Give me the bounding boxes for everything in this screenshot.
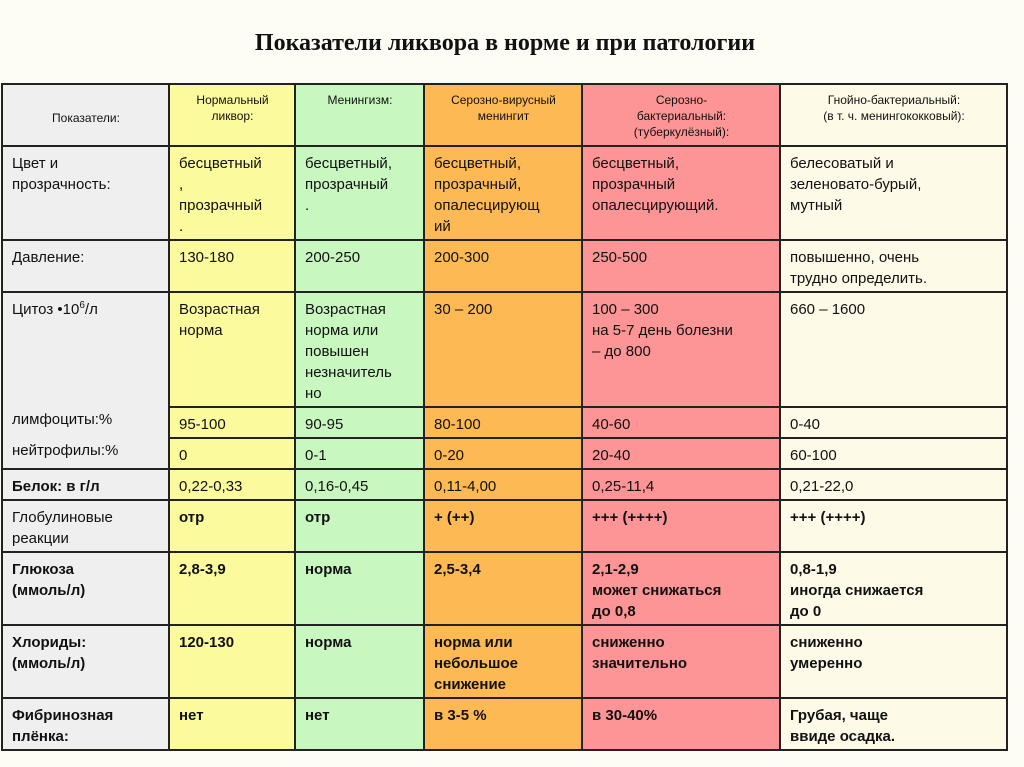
cell-tb: 20-40 [582, 438, 780, 469]
cell-purulent [780, 698, 1007, 750]
cell-meningism: 200-250 [295, 240, 424, 292]
cell-normal: 130-180 [169, 240, 295, 292]
table-row [2, 698, 1007, 750]
cell-line: бесцветный, [305, 155, 392, 172]
cell-line: незначитель [305, 364, 392, 381]
cell-tb [582, 625, 780, 698]
cell-line: Фибринозная [12, 707, 114, 724]
row-label-pressure: Давление: [2, 240, 169, 292]
cell-line: 0,8-1,9 [790, 561, 837, 578]
cell-line: на 5-7 день болезни [592, 322, 733, 339]
table-row [2, 625, 1007, 698]
cell-normal [169, 292, 295, 407]
cell-tb [582, 292, 780, 407]
row-label-protein: Белок: в г/л [2, 469, 169, 500]
page-title: Показатели ликвора в норме и при патологии [254, 30, 756, 56]
cell-purulent: 0,21-22,0 [780, 469, 1007, 500]
cell-line: (в т. ч. менингококковый): [823, 109, 965, 123]
table-row [2, 292, 1007, 407]
table-row [2, 146, 1007, 240]
cell-normal: 0,22-0,33 [169, 469, 295, 500]
cell-line: Нормальный [196, 93, 269, 107]
cell-line: опалесцирующий. [592, 197, 719, 214]
cell-purulent: 60-100 [780, 438, 1007, 469]
cell-viral: 200-300 [424, 240, 582, 292]
cell-line: норма или [305, 322, 379, 339]
row-label-color [2, 146, 169, 240]
cell-normal: 2,8-3,9 [169, 552, 295, 625]
cell-line: повышен [305, 343, 369, 360]
cell-line: бесцветный, [592, 155, 679, 172]
cell-meningism: норма [295, 552, 424, 625]
cell-viral: в 3-5 % [424, 698, 582, 750]
csf-table [1, 83, 1008, 751]
cell-line: . [305, 197, 310, 214]
cell-line: 100 – 300 [592, 301, 659, 318]
cell-line: Грубая, чаще [790, 707, 888, 724]
cell-meningism: 0,16-0,45 [295, 469, 424, 500]
cell-viral [424, 625, 582, 698]
row-label-fibrin [2, 698, 169, 750]
cell-line: опалесцирующ [434, 197, 540, 214]
cell-line: небольшое [434, 655, 519, 672]
cell-meningism: 90-95 [295, 407, 424, 438]
cell-line: норма [179, 322, 223, 339]
cell-line: ввиде осадка. [790, 728, 896, 745]
cell-purulent [780, 625, 1007, 698]
cell-line: значительно [592, 655, 688, 672]
cell-line: ликвор: [211, 109, 254, 123]
cell-line: Менингизм: [327, 93, 393, 107]
cell-line: сниженно [790, 634, 863, 651]
cell-normal: нет [169, 698, 295, 750]
cell-line: реакции [12, 530, 69, 547]
cell-purulent [780, 552, 1007, 625]
cell-line: норма или [434, 634, 513, 651]
cell-line: до 0 [790, 603, 822, 620]
cell-line: до 0,8 [592, 603, 636, 620]
header-normal [169, 84, 295, 146]
cell-line: менингит [477, 109, 530, 123]
cell-normal [169, 146, 295, 240]
cell-tb [582, 552, 780, 625]
row-label-chlorides [2, 625, 169, 698]
cell-tb: 40-60 [582, 407, 780, 438]
header-viral [424, 84, 582, 146]
cell-line: – до 800 [592, 343, 651, 360]
cell-line: (ммоль/л) [12, 655, 86, 672]
cell-line: 2,1-2,9 [592, 561, 639, 578]
cell-purulent [780, 146, 1007, 240]
cell-line: Возрастная [179, 301, 260, 318]
row-label-cytosis [2, 292, 169, 469]
cell-line: сниженно [592, 634, 665, 651]
cell-tb: 250-500 [582, 240, 780, 292]
cell-line: Хлориды: [12, 634, 87, 651]
lymphocytes-label: лимфоциты:% [12, 411, 113, 428]
cell-meningism: отр [295, 500, 424, 552]
cell-line: бесцветный [179, 155, 262, 172]
cell-line: Гнойно-бактериальный: [827, 93, 961, 107]
cell-line: (ммоль/л) [12, 582, 86, 599]
cell-line: зеленовато-бурый, [790, 176, 922, 193]
cell-normal: 0 [169, 438, 295, 469]
cell-line: ий [434, 218, 451, 235]
cell-meningism [295, 292, 424, 407]
cell-viral: 0,11-4,00 [424, 469, 582, 500]
cell-purulent [780, 240, 1007, 292]
header-meningism [295, 84, 424, 146]
cell-line: белесоватый и [790, 155, 894, 172]
cell-tb: 0,25-11,4 [582, 469, 780, 500]
cell-line: умеренно [790, 655, 863, 672]
cell-meningism: норма [295, 625, 424, 698]
cell-line: снижение [434, 676, 507, 693]
cell-line: может снижаться [592, 582, 722, 599]
header-row [2, 84, 1007, 146]
table-row [2, 469, 1007, 500]
cell-line: прозрачный [592, 176, 676, 193]
cell-line: повышенно, очень [790, 249, 920, 266]
cell-normal: отр [169, 500, 295, 552]
cell-line: прозрачный [305, 176, 389, 193]
cell-normal: 120-130 [169, 625, 295, 698]
cell-line: Серозно- [655, 93, 708, 107]
cell-purulent: +++ (++++) [780, 500, 1007, 552]
cell-viral: 30 – 200 [424, 292, 582, 407]
cell-line: бесцветный, [434, 155, 521, 172]
cell-line: , [179, 176, 184, 193]
cell-normal: 95-100 [169, 407, 295, 438]
cell-line: (туберкулёзный): [633, 125, 730, 139]
row-label-globulin [2, 500, 169, 552]
cell-line: Глобулиновые [12, 509, 113, 526]
cell-line: плёнка: [12, 728, 69, 745]
cell-line: иногда снижается [790, 582, 924, 599]
cell-line: Серозно-вирусный [451, 93, 556, 107]
cell-line: прозрачный, [434, 176, 522, 193]
cell-viral: 80-100 [424, 407, 582, 438]
cell-viral [424, 146, 582, 240]
header-indicators: Показатели: [2, 84, 169, 146]
table-row [2, 500, 1007, 552]
table-row [2, 240, 1007, 292]
cell-tb: +++ (++++) [582, 500, 780, 552]
cell-viral: + (++) [424, 500, 582, 552]
header-purulent [780, 84, 1007, 146]
cell-meningism [295, 146, 424, 240]
table-row [2, 552, 1007, 625]
cell-line: Возрастная [305, 301, 386, 318]
row-label-glucose [2, 552, 169, 625]
cell-line: Глюкоза [12, 561, 74, 578]
cell-tb [582, 146, 780, 240]
cell-line: бактериальный: [636, 109, 727, 123]
cell-meningism: 0-1 [295, 438, 424, 469]
cell-viral: 2,5-3,4 [424, 552, 582, 625]
cell-purulent: 660 – 1600 [780, 292, 1007, 407]
cell-tb: в 30-40% [582, 698, 780, 750]
neutrophils-label: нейтрофилы:% [12, 442, 119, 459]
cell-viral: 0-20 [424, 438, 582, 469]
header-tb [582, 84, 780, 146]
cell-line: трудно определить. [790, 270, 927, 287]
cell-line: прозрачный [179, 197, 263, 214]
cell-purulent: 0-40 [780, 407, 1007, 438]
cell-line: прозрачность: [12, 176, 111, 193]
cell-line: но [305, 385, 322, 402]
cytosis-label: Цитоз $•10^6/л$ [12, 300, 98, 318]
cell-meningism: нет [295, 698, 424, 750]
cell-line: мутный [790, 197, 843, 214]
cell-line: Цвет и [12, 155, 59, 172]
cell-line: . [179, 218, 184, 235]
